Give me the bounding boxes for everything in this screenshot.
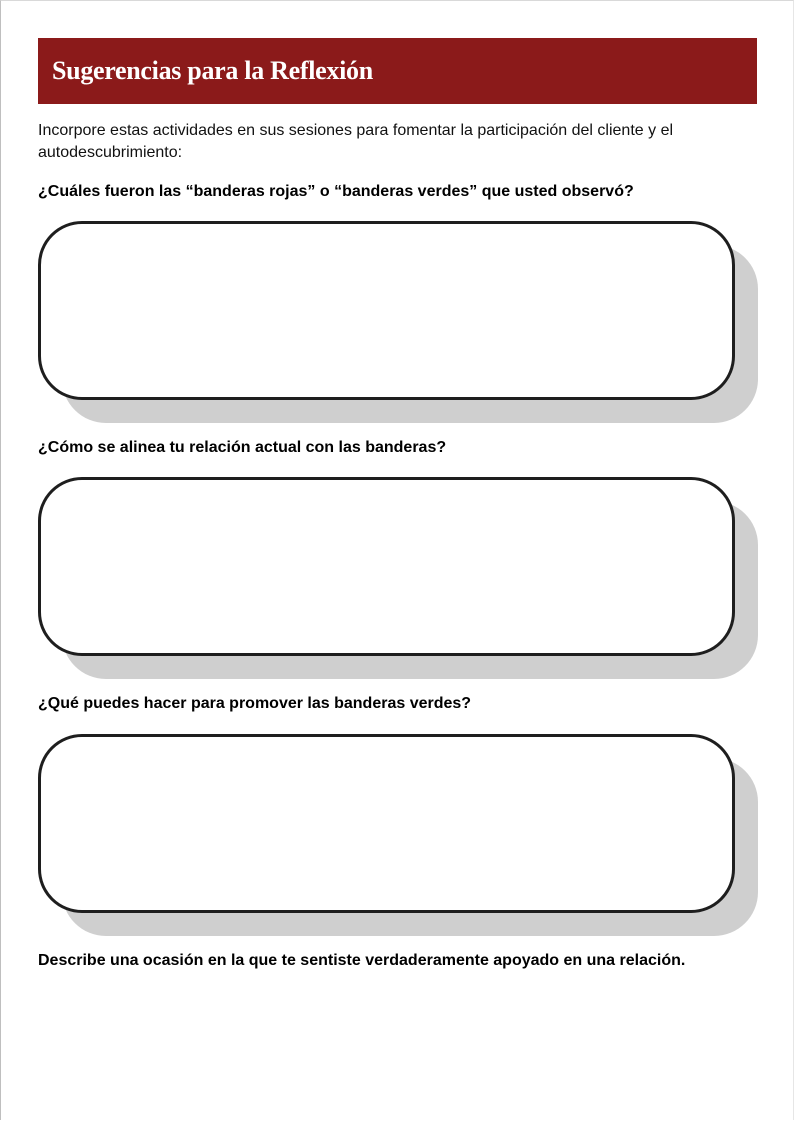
question-1: ¿Cuáles fueron las “banderas rojas” o “banderas verdes” que usted observó? bbox=[38, 183, 634, 200]
question-2: ¿Cómo se alinea tu relación actual con las banderas? bbox=[38, 439, 447, 456]
question-4: Describe una ocasión en la que te sentiste verdaderamente apoyado en una relación. bbox=[38, 952, 686, 969]
page-title: Sugerencias para la Reflexión bbox=[52, 56, 373, 85]
answer-area-1[interactable] bbox=[38, 221, 758, 423]
question-3: ¿Qué puedes hacer para promover las banderas verdes? bbox=[38, 695, 472, 712]
answer-box[interactable] bbox=[38, 477, 735, 656]
title-banner bbox=[38, 38, 757, 104]
intro-paragraph: Incorpore estas actividades en sus sesiones para fomentar la participación del cliente y el autodescubrimiento: bbox=[38, 122, 674, 161]
answer-area-2[interactable] bbox=[38, 477, 758, 679]
answer-box[interactable] bbox=[38, 734, 735, 913]
answer-area-3[interactable] bbox=[38, 734, 758, 936]
answer-box[interactable] bbox=[38, 221, 735, 400]
